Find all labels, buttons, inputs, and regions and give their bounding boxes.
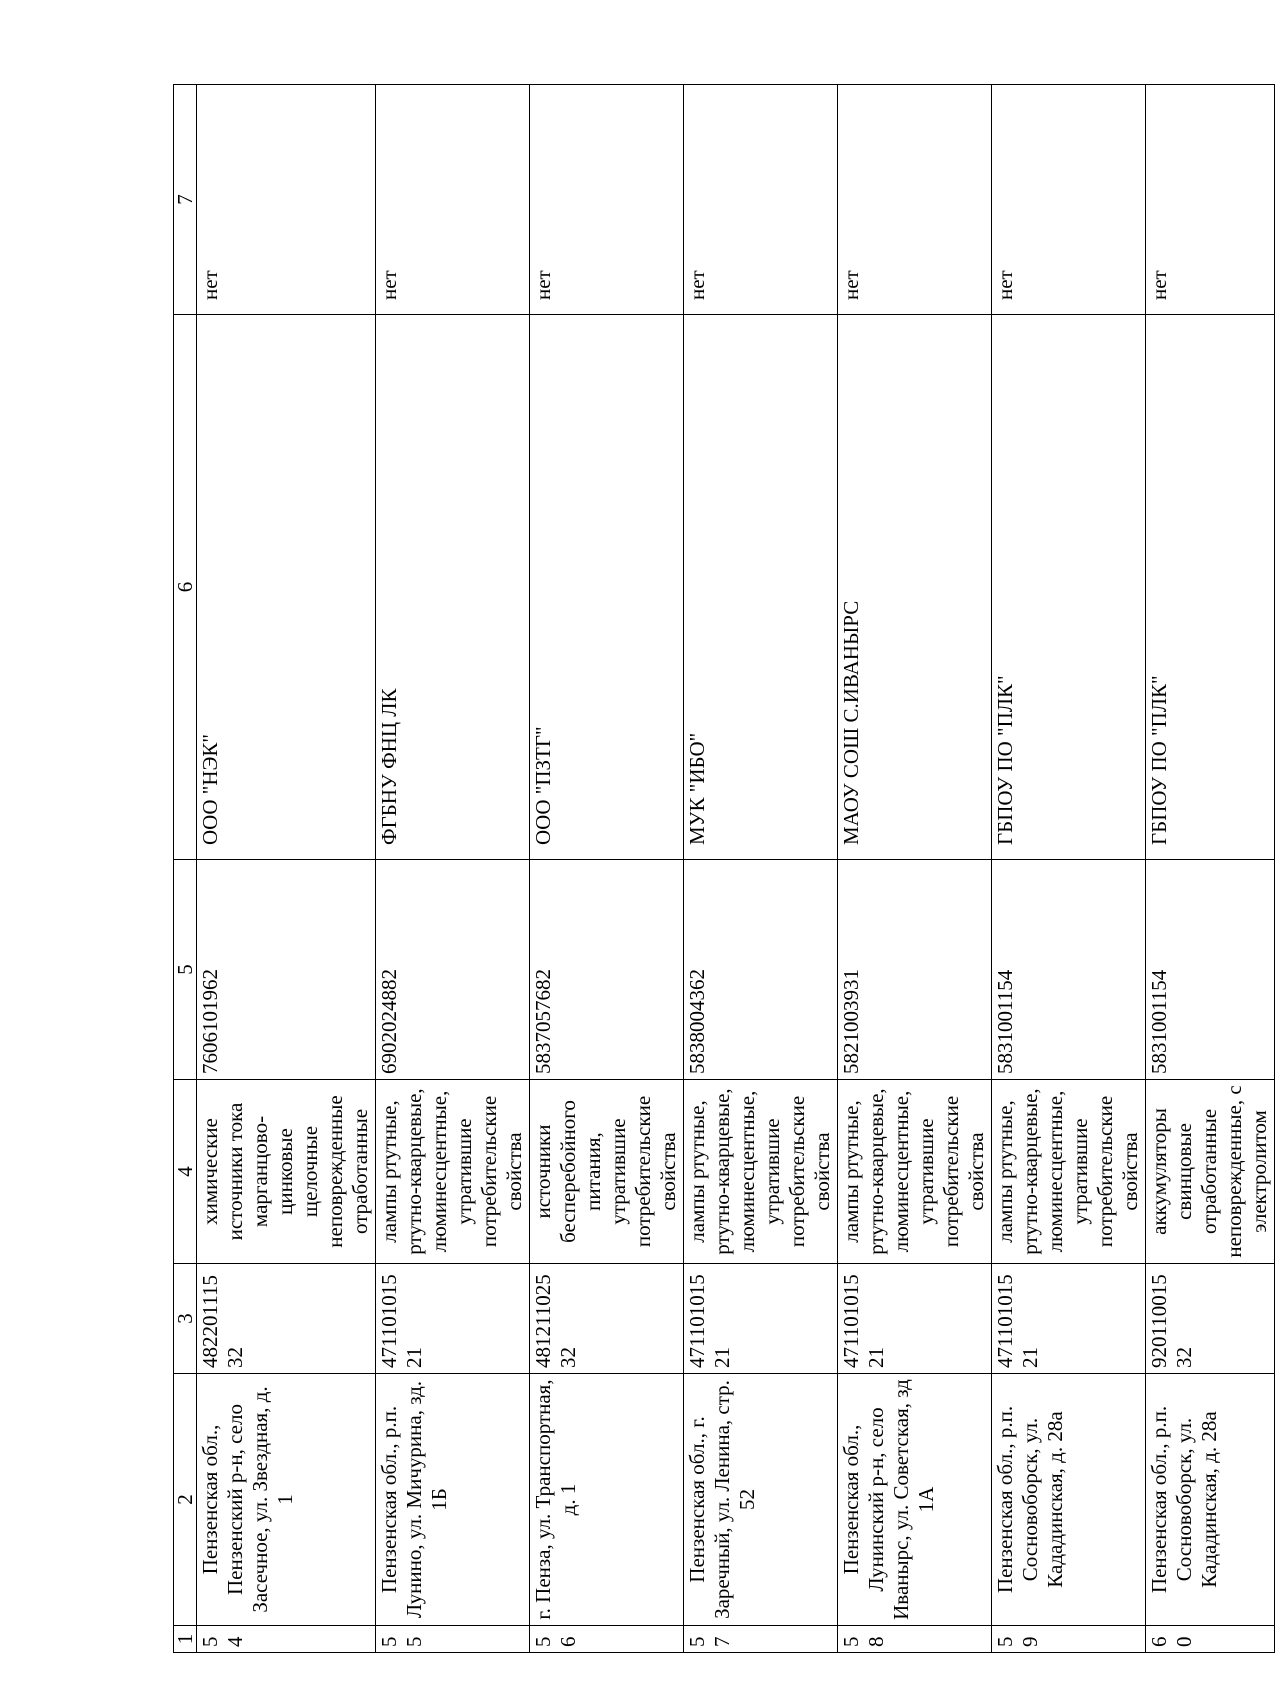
inn-cell: 5821003931 xyxy=(838,860,992,1080)
waste-name-cell: лампы ртутные, ртутно-кварцевые, люминесцентные, утратившие потребительские свойства xyxy=(376,1080,530,1264)
waste-code-cell: 47110101521 xyxy=(376,1264,530,1374)
inn-cell: 5838004362 xyxy=(684,860,838,1080)
organization-cell: ГБПОУ ПО "ПЛК" xyxy=(1146,315,1275,860)
inn-cell: 5831001154 xyxy=(1146,860,1275,1080)
address-cell: Пензенская обл., Пензенский р-н, село Засечное, ул. Звездная, д. 1 xyxy=(197,1374,376,1626)
inn-cell: 5831001154 xyxy=(992,860,1146,1080)
address-cell: Пензенская обл., г. Заречный, ул. Ленина, стр. 52 xyxy=(684,1374,838,1626)
waste-name-cell: источники бесперебойного питания, утратившие потребительские свойства xyxy=(530,1080,684,1264)
organization-cell: МАОУ СОШ С.ИВАНЫРС xyxy=(838,315,992,860)
table-row xyxy=(1146,85,1275,1653)
row-number: 55 xyxy=(376,1626,530,1653)
inn-cell: 6902024882 xyxy=(376,860,530,1080)
row-number: 60 xyxy=(1146,1626,1275,1653)
address-cell: Пензенская обл., р.п. Сосновоборск, ул. Кададинская, д. 28а xyxy=(992,1374,1146,1626)
row-number: 57 xyxy=(684,1626,838,1653)
inn-cell: 7606101962 xyxy=(197,860,376,1080)
header-col-6: 6 xyxy=(174,315,197,860)
row-number: 59 xyxy=(992,1626,1146,1653)
waste-name-cell: лампы ртутные, ртутно-кварцевые, люминесцентные, утратившие потребительские свойства xyxy=(992,1080,1146,1264)
table-row xyxy=(197,85,376,1653)
flag-cell: нет xyxy=(684,85,838,315)
flag-cell: нет xyxy=(1146,85,1275,315)
header-col-7: 7 xyxy=(174,85,197,315)
organization-cell: ООО "НЭК" xyxy=(197,315,376,860)
address-cell: Пензенская обл., р.п. Сосновоборск, ул. Кададинская, д. 28а xyxy=(1146,1374,1275,1626)
organization-cell: ООО "ПЗТГ" xyxy=(530,315,684,860)
waste-code-cell: 48121102532 xyxy=(530,1264,684,1374)
waste-registry-table xyxy=(173,84,1275,1653)
waste-name-cell: химические источники тока марганцово-цинковые щелочные неповрежденные отработанные xyxy=(197,1080,376,1264)
flag-cell: нет xyxy=(376,85,530,315)
table-row xyxy=(684,85,838,1653)
header-col-2: 2 xyxy=(174,1374,197,1626)
table-row xyxy=(376,85,530,1653)
organization-cell: ГБПОУ ПО "ПЛК" xyxy=(992,315,1146,860)
waste-name-cell: лампы ртутные, ртутно-кварцевые, люминесцентные, утратившие потребительские свойства xyxy=(838,1080,992,1264)
header-col-4: 4 xyxy=(174,1080,197,1264)
table-row xyxy=(838,85,992,1653)
flag-cell: нет xyxy=(197,85,376,315)
waste-code-cell: 92011001532 xyxy=(1146,1264,1275,1374)
waste-code-cell: 47110101521 xyxy=(992,1264,1146,1374)
waste-code-cell: 47110101521 xyxy=(838,1264,992,1374)
organization-cell: ФГБНУ ФНЦ ЛК xyxy=(376,315,530,860)
header-col-1: 1 xyxy=(174,1626,197,1653)
address-cell: Пензенская обл., р.п. Лунино, ул. Мичурина, зд. 1Б xyxy=(376,1374,530,1626)
table-row xyxy=(530,85,684,1653)
waste-code-cell: 47110101521 xyxy=(684,1264,838,1374)
flag-cell: нет xyxy=(530,85,684,315)
waste-name-cell: аккумуляторы свинцовые отработанные неповрежденные, с электролитом xyxy=(1146,1080,1275,1264)
waste-name-cell: лампы ртутные, ртутно-кварцевые, люминесцентные, утратившие потребительские свойства xyxy=(684,1080,838,1264)
address-cell: Пензенская обл., Лунинский р-н, село Иваныpс, ул. Советская, зд 1А xyxy=(838,1374,992,1626)
row-number: 56 xyxy=(530,1626,684,1653)
address-cell: г. Пенза, ул. Транспортная, д. 1 xyxy=(530,1374,684,1626)
organization-cell: МУК "ИБО" xyxy=(684,315,838,860)
flag-cell: нет xyxy=(838,85,992,315)
row-number: 54 xyxy=(197,1626,376,1653)
waste-code-cell: 48220111532 xyxy=(197,1264,376,1374)
row-number: 58 xyxy=(838,1626,992,1653)
inn-cell: 5837057682 xyxy=(530,860,684,1080)
table-row xyxy=(992,85,1146,1653)
flag-cell: нет xyxy=(992,85,1146,315)
header-col-3: 3 xyxy=(174,1264,197,1374)
header-col-5: 5 xyxy=(174,860,197,1080)
header-row xyxy=(174,85,197,1653)
